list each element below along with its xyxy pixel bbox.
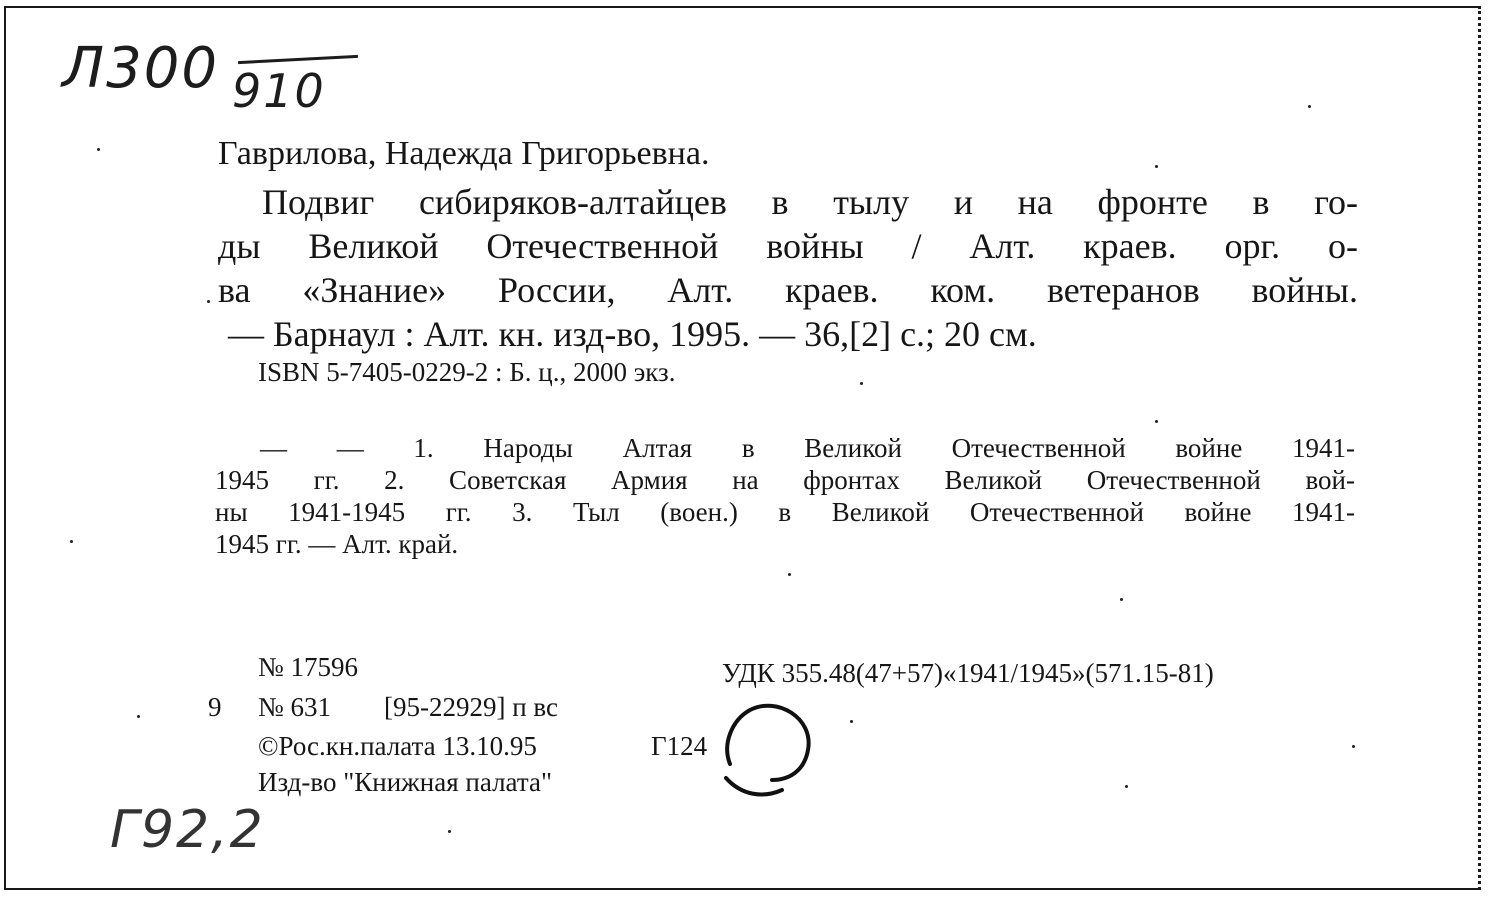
bracket-code: [95-22929] п вс — [384, 692, 558, 722]
speck — [207, 300, 210, 303]
publisher-line: Изд-во "Книжная палата" — [258, 767, 552, 797]
subject-headings — [215, 432, 1355, 560]
speck — [448, 830, 451, 833]
speck — [1155, 165, 1158, 168]
title-line-2: ды Великой Отечественной войны / Алт. краев. орг. о- — [218, 226, 1358, 266]
bibliographic-description — [218, 180, 1358, 356]
chamber-code: Г124 — [651, 731, 708, 761]
speck — [1120, 598, 1123, 601]
speck — [97, 148, 100, 151]
subject-line-2: 1945 гг. 2. Советская Армия на фронтах Великой Отечественной вой- — [215, 465, 1355, 495]
record-number-2: № 631 — [258, 692, 332, 722]
circle-stamp — [722, 700, 814, 798]
prefix-digit: 9 — [208, 692, 222, 722]
title-line-3: ва «Знание» России, Алт. краев. ком. ветеранов войны. — [218, 270, 1358, 310]
subject-line-1: — — 1. Народы Алтая в Великой Отечественной войне 1941- — [260, 433, 1355, 463]
subject-line-4: 1945 гг. — Алт. край. — [215, 529, 459, 559]
speck — [137, 715, 140, 718]
title-line-4: — Барнаул : Алт. кн. изд-во, 1995. — 36,[2] с.; 20 см. — [228, 314, 1037, 354]
handwritten-bottom-mark: Г92,2 — [110, 800, 265, 860]
speck — [1308, 105, 1311, 108]
shelf-mark-sub: 910 — [232, 64, 326, 118]
author-heading: Гаврилова, Надежда Григорьевна. — [218, 135, 710, 172]
speck — [1155, 420, 1158, 423]
shelf-mark-main: Л300 — [62, 36, 219, 101]
speck — [1352, 745, 1355, 748]
speck — [1125, 785, 1128, 788]
copyright-line: ©Рос.кн.палата 13.10.95 — [258, 731, 537, 761]
record-number-1: № 17596 — [258, 652, 359, 682]
isbn-line: ISBN 5-7405-0229-2 : Б. ц., 2000 экз. — [258, 357, 676, 387]
udc-code: УДК 355.48(47+57)«1941/1945»(571.15-81) — [722, 658, 1214, 688]
speck — [70, 540, 73, 543]
speck — [860, 382, 863, 385]
subject-line-3: ны 1941-1945 гг. 3. Тыл (воен.) в Великой Отечественной войне 1941- — [215, 497, 1355, 527]
title-line-1: Подвиг сибиряков-алтайцев в тылу и на фронте в го- — [262, 182, 1358, 222]
handwritten-shelf-mark — [62, 36, 326, 118]
speck — [788, 573, 791, 576]
speck — [850, 720, 853, 723]
